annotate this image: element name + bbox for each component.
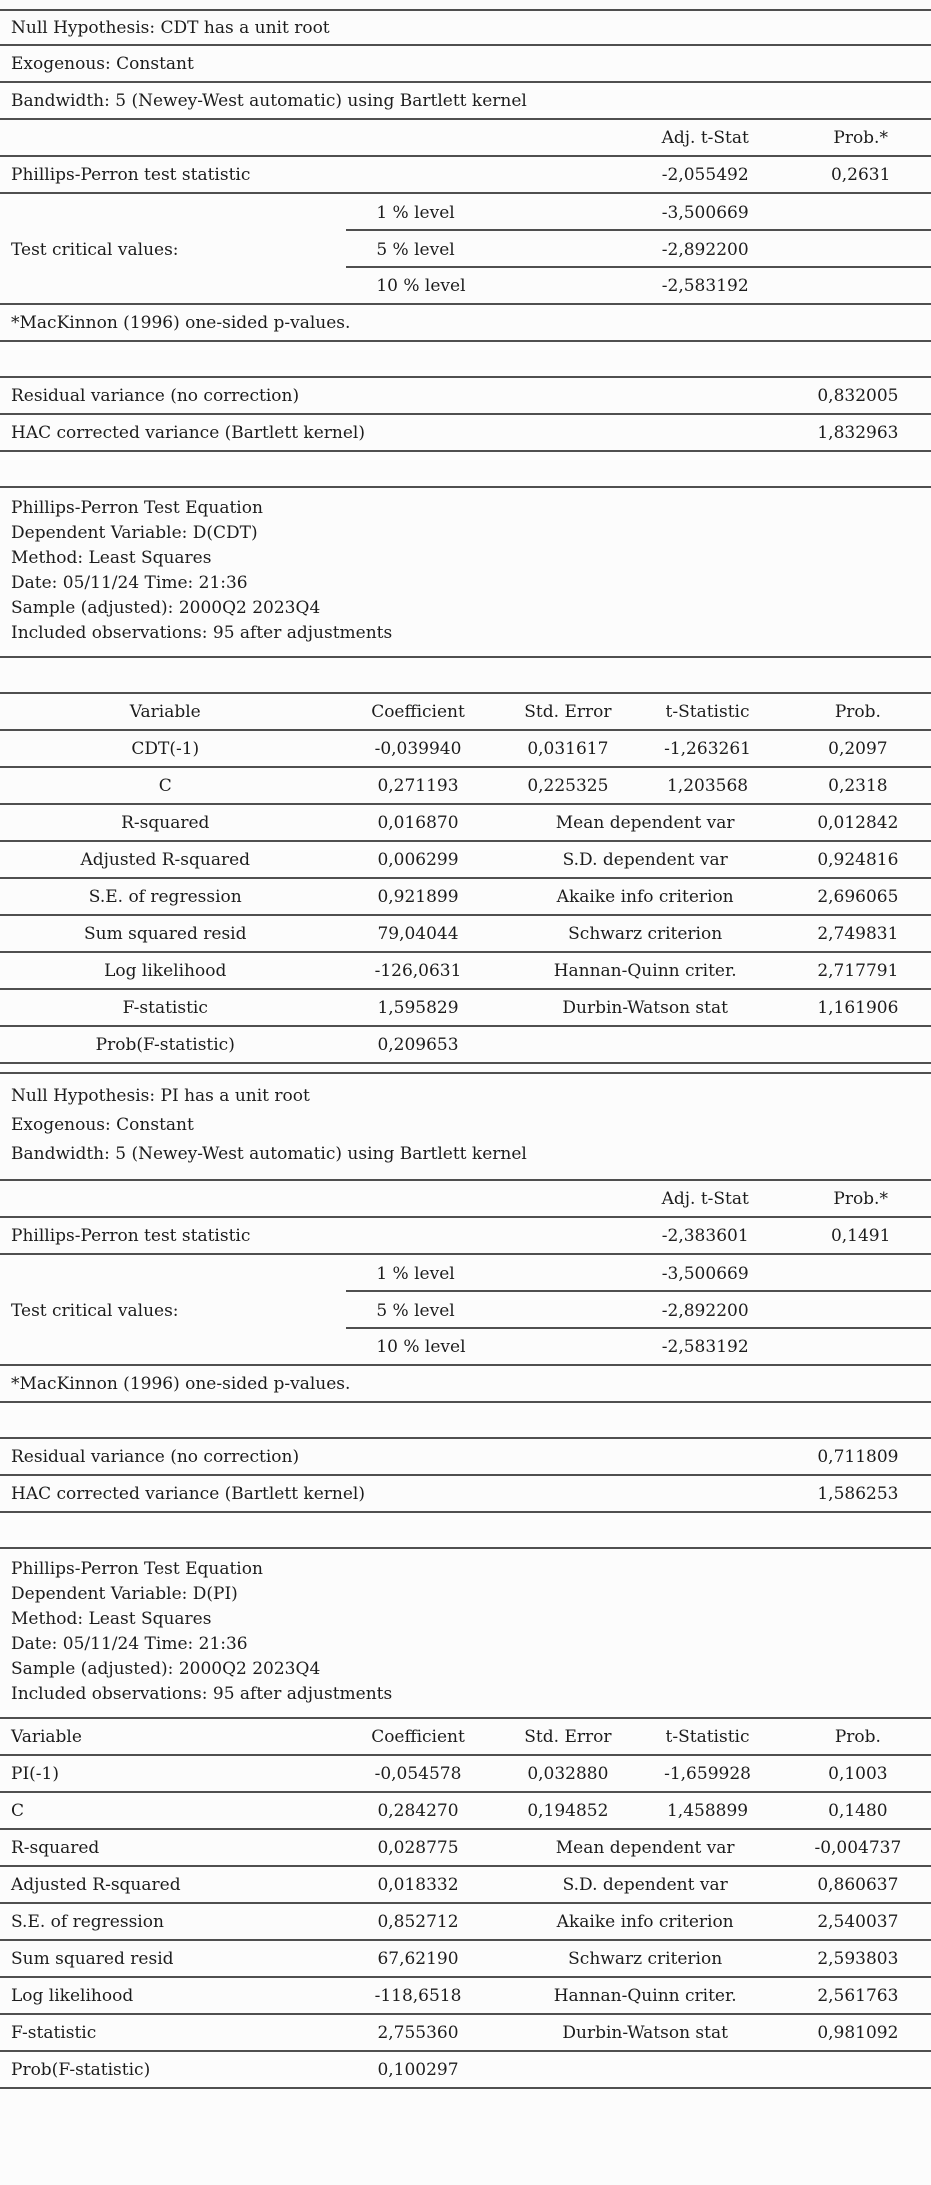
coefficient-variable: C (11, 1800, 25, 1821)
hypothesis-header-paragraph (0, 1074, 931, 1181)
mackinnon-footnote: *MacKinnon (1996) one-sided p-values. (11, 1373, 351, 1394)
summary-stat-value: 0,921899 (377, 886, 459, 907)
critical-value-row (0, 268, 931, 305)
variance-label: Residual variance (no correction) (11, 1446, 300, 1467)
summary-stat-value: 1,595829 (377, 997, 459, 1018)
critical-level-value: -2,583192 (661, 275, 749, 296)
hypothesis-header-line: Bandwidth: 5 (Newey-West automatic) using Bartlett kernel (11, 90, 527, 111)
summary-stat-row (0, 953, 931, 990)
pp-statistic-row (0, 1218, 931, 1255)
regression-col-header: Variable (129, 701, 201, 722)
test-equation-info-line: Phillips-Perron Test Equation (11, 498, 263, 518)
summary-stat-label: Adjusted R-squared (80, 849, 251, 870)
critical-level-value: -3,500669 (661, 202, 749, 223)
section-gap (0, 1403, 931, 1439)
col-header-prob: Prob.* (833, 127, 888, 148)
stat-col-header-row (0, 1181, 931, 1218)
critical-value-row (0, 194, 931, 231)
summary-stat-value: 67,62190 (377, 1948, 459, 1969)
test-equation-info-line: Sample (adjusted): 2000Q2 2023Q4 (11, 1659, 321, 1679)
summary-stat-value: 2,540037 (817, 1911, 899, 1932)
col-header-prob: Prob.* (833, 1188, 888, 1209)
hypothesis-header-row (0, 46, 931, 83)
section-gap (0, 1513, 931, 1549)
summary-stat-value: 2,561763 (817, 1985, 899, 2006)
critical-level-value: -3,500669 (661, 1263, 749, 1284)
pp-test-block (0, 9, 931, 1064)
summary-stat-label: Hannan-Quinn criter. (553, 1985, 737, 2006)
coefficient-value: -0,039940 (374, 738, 462, 759)
summary-stat-value: 0,016870 (377, 812, 459, 833)
stat-col-header-row (0, 120, 931, 157)
coefficient-row (0, 731, 931, 768)
summary-stat-value: 0,924816 (817, 849, 899, 870)
hypothesis-header-row (0, 9, 931, 46)
summary-stat-row (0, 805, 931, 842)
coefficient-value: 0,271193 (377, 775, 459, 796)
summary-stat-label: Adjusted R-squared (11, 1874, 181, 1895)
summary-stat-row (0, 842, 931, 879)
hypothesis-header-line: Bandwidth: 5 (Newey-West automatic) using Bartlett kernel (11, 1144, 527, 1164)
hypothesis-header-line: Null Hypothesis: CDT has a unit root (11, 17, 330, 38)
critical-level-label: 10 % level (376, 275, 466, 296)
summary-stat-label: S.E. of regression (11, 1911, 164, 1932)
summary-stat-value: 2,717791 (817, 960, 899, 981)
unit-root-test-report (0, 9, 931, 2089)
coefficient-value: 0,194852 (527, 1800, 609, 1821)
coefficient-variable: PI(-1) (11, 1763, 59, 1784)
coefficient-value: -1,263261 (664, 738, 751, 759)
coefficient-row (0, 1756, 931, 1793)
summary-stat-label: S.E. of regression (88, 886, 242, 907)
variance-label: Residual variance (no correction) (11, 385, 300, 406)
critical-level-label: 5 % level (376, 239, 455, 260)
summary-stat-value: 79,04044 (377, 923, 459, 944)
variance-row (0, 378, 931, 415)
regression-col-header: Coefficient (371, 701, 465, 722)
regression-col-header: Prob. (834, 701, 881, 722)
pp-statistic-label: Phillips-Perron test statistic (11, 164, 251, 185)
section-gap (0, 658, 931, 694)
summary-stat-value: 0,028775 (377, 1837, 459, 1858)
coefficient-value: 0,1480 (828, 1800, 888, 1821)
hypothesis-header-line: Null Hypothesis: PI has a unit root (11, 1086, 310, 1106)
test-equation-info-line: Dependent Variable: D(CDT) (11, 523, 258, 543)
summary-stat-label: Schwarz criterion (568, 923, 723, 944)
test-equation-info-line: Method: Least Squares (11, 1609, 212, 1629)
variance-label: HAC corrected variance (Bartlett kernel) (11, 1483, 366, 1504)
summary-stat-label: Akaike info criterion (556, 1911, 734, 1932)
coefficient-value: 0,2318 (828, 775, 888, 796)
critical-level-label: 1 % level (376, 202, 455, 223)
summary-stat-row (0, 2015, 931, 2052)
critical-level-label: 5 % level (376, 1300, 455, 1321)
regression-col-header: Std. Error (524, 1726, 612, 1747)
summary-stat-label: Mean dependent var (555, 1837, 735, 1858)
critical-value-row (0, 231, 931, 268)
hypothesis-header-line: Exogenous: Constant (11, 1115, 194, 1135)
variance-value: 0,711809 (817, 1446, 899, 1467)
summary-stat-row (0, 1941, 931, 1978)
variance-value: 1,586253 (817, 1483, 899, 1504)
coefficient-value: -1,659928 (664, 1763, 751, 1784)
variance-value: 0,832005 (817, 385, 899, 406)
summary-stat-label: F-statistic (11, 2022, 97, 2043)
coefficient-variable: C (158, 775, 172, 796)
critical-values-label: Test critical values: (11, 1300, 179, 1321)
section-gap (0, 342, 931, 378)
test-equation-info (0, 1549, 931, 1719)
coefficient-value: 0,1003 (828, 1763, 888, 1784)
summary-stat-row (0, 1867, 931, 1904)
test-equation-info-line: Date: 05/11/24 Time: 21:36 (11, 1634, 248, 1654)
summary-stat-label: Schwarz criterion (568, 1948, 723, 1969)
prob-f-value: 0,100297 (377, 2059, 459, 2080)
hypothesis-header-line: Exogenous: Constant (11, 53, 194, 74)
test-equation-info (0, 488, 931, 658)
critical-level-value: -2,583192 (661, 1336, 749, 1357)
pp-probability-value: 0,1491 (830, 1225, 891, 1246)
variance-row (0, 1476, 931, 1513)
coefficient-value: 1,458899 (666, 1800, 749, 1821)
critical-level-label: 10 % level (376, 1336, 466, 1357)
variance-row (0, 1439, 931, 1476)
summary-stat-value: 0,006299 (377, 849, 459, 870)
coefficient-variable: CDT(-1) (131, 738, 200, 759)
summary-stat-row (0, 1978, 931, 2015)
test-equation-info-line: Included observations: 95 after adjustments (11, 623, 393, 643)
summary-stat-label: Hannan-Quinn criter. (553, 960, 737, 981)
summary-stat-value: 0,981092 (817, 2022, 899, 2043)
summary-stat-value: 0,018332 (377, 1874, 459, 1895)
summary-stat-row (0, 916, 931, 953)
col-header-adj-t-stat: Adj. t-Stat (661, 127, 749, 148)
summary-stat-label: Log likelihood (104, 960, 227, 981)
summary-stat-label: Log likelihood (11, 1985, 134, 2006)
summary-stat-label: F-statistic (122, 997, 208, 1018)
coefficient-value: 0,284270 (377, 1800, 459, 1821)
summary-stat-label: Sum squared resid (11, 1948, 174, 1969)
coefficient-value: 0,225325 (527, 775, 609, 796)
footnote-row (0, 1366, 931, 1403)
summary-stat-value: 0,852712 (377, 1911, 459, 1932)
critical-value-row (0, 1329, 931, 1366)
summary-stat-value: -0,004737 (814, 1837, 902, 1858)
critical-value-row (0, 1255, 931, 1292)
pp-statistic-value: -2,055492 (661, 164, 749, 185)
summary-stat-value: 2,749831 (817, 923, 899, 944)
coefficient-value: -0,054578 (374, 1763, 462, 1784)
coefficient-value: 1,203568 (666, 775, 749, 796)
regression-header-row (0, 694, 931, 731)
summary-stat-row (0, 990, 931, 1027)
pp-test-block (0, 1074, 931, 2089)
critical-value-row (0, 1292, 931, 1329)
variance-row (0, 415, 931, 452)
summary-stat-label: S.D. dependent var (562, 849, 728, 870)
test-equation-info-line: Method: Least Squares (11, 548, 212, 568)
coefficient-value: 0,2097 (828, 738, 888, 759)
mackinnon-footnote: *MacKinnon (1996) one-sided p-values. (11, 312, 351, 333)
block-separator (0, 1064, 931, 1074)
regression-col-header: Coefficient (371, 1726, 465, 1747)
summary-stat-label: Mean dependent var (555, 812, 735, 833)
summary-stat-row (0, 1830, 931, 1867)
regression-header-row (0, 1719, 931, 1756)
summary-stat-value: 2,593803 (817, 1948, 899, 1969)
summary-stat-label: R-squared (121, 812, 210, 833)
prob-f-label: Prob(F-statistic) (95, 1034, 235, 1055)
pp-statistic-label: Phillips-Perron test statistic (11, 1225, 251, 1246)
regression-col-header: Variable (11, 1726, 82, 1747)
summary-stat-label: Sum squared resid (83, 923, 247, 944)
summary-stat-value: -118,6518 (374, 1985, 462, 2006)
regression-col-header: t-Statistic (665, 701, 750, 722)
summary-stat-label: S.D. dependent var (562, 1874, 728, 1895)
critical-level-label: 1 % level (376, 1263, 455, 1284)
variance-value: 1,832963 (817, 422, 899, 443)
summary-stat-label: Akaike info criterion (556, 886, 734, 907)
test-equation-info-line: Date: 05/11/24 Time: 21:36 (11, 573, 248, 593)
summary-stat-label: R-squared (11, 1837, 100, 1858)
variance-label: HAC corrected variance (Bartlett kernel) (11, 422, 366, 443)
summary-stat-value: 0,012842 (817, 812, 899, 833)
coefficient-value: 0,032880 (527, 1763, 609, 1784)
prob-f-row (0, 2052, 931, 2089)
regression-col-header: Std. Error (524, 701, 612, 722)
summary-stat-value: 2,755360 (377, 2022, 459, 2043)
critical-level-value: -2,892200 (661, 1300, 749, 1321)
prob-f-label: Prob(F-statistic) (11, 2059, 151, 2080)
test-equation-info-line: Included observations: 95 after adjustments (11, 1684, 393, 1704)
critical-values-label: Test critical values: (11, 239, 179, 260)
summary-stat-row (0, 1904, 931, 1941)
summary-stat-value: 1,161906 (817, 997, 899, 1018)
footnote-row (0, 305, 931, 342)
col-header-adj-t-stat: Adj. t-Stat (661, 1188, 749, 1209)
summary-stat-value: 0,860637 (817, 1874, 899, 1895)
summary-stat-label: Durbin-Watson stat (562, 997, 728, 1018)
pp-probability-value: 0,2631 (830, 164, 891, 185)
hypothesis-header-row (0, 83, 931, 120)
test-equation-info-line: Dependent Variable: D(PI) (11, 1584, 238, 1604)
summary-stat-label: Durbin-Watson stat (562, 2022, 728, 2043)
coefficient-row (0, 1793, 931, 1830)
regression-col-header: t-Statistic (665, 1726, 750, 1747)
pp-statistic-value: -2,383601 (661, 1225, 749, 1246)
pp-statistic-row (0, 157, 931, 194)
summary-stat-value: 2,696065 (817, 886, 899, 907)
summary-stat-value: -126,0631 (374, 960, 462, 981)
section-gap (0, 452, 931, 488)
coefficient-value: 0,031617 (527, 738, 609, 759)
critical-level-value: -2,892200 (661, 239, 749, 260)
summary-stat-row (0, 879, 931, 916)
prob-f-row (0, 1027, 931, 1064)
test-equation-info-line: Phillips-Perron Test Equation (11, 1559, 263, 1579)
regression-col-header: Prob. (834, 1726, 881, 1747)
prob-f-value: 0,209653 (377, 1034, 459, 1055)
test-equation-info-line: Sample (adjusted): 2000Q2 2023Q4 (11, 598, 321, 618)
coefficient-row (0, 768, 931, 805)
